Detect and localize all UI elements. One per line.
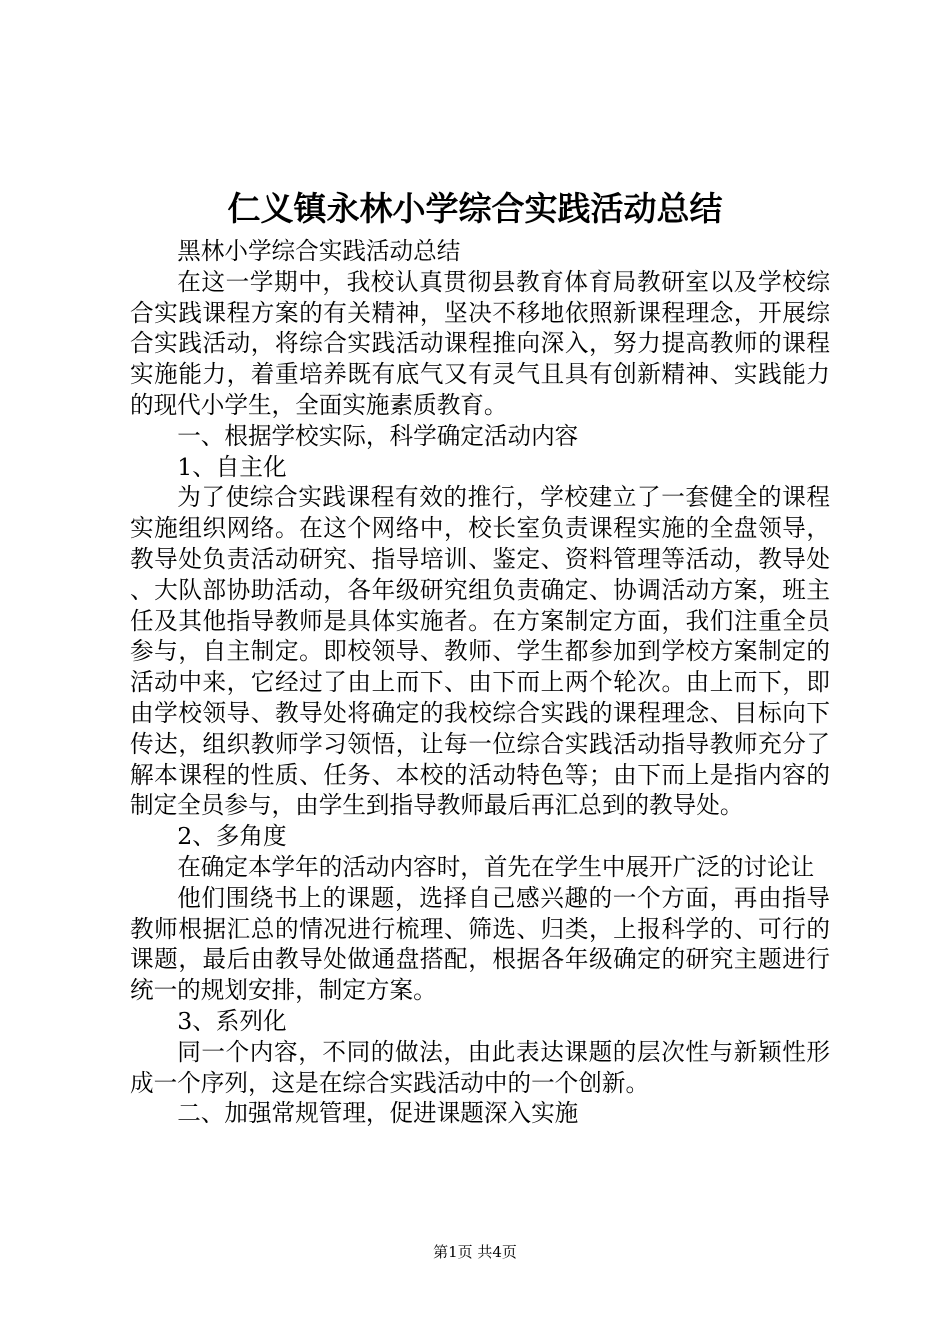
body-paragraph: 在确定本学年的活动内容时，首先在学生中展开广泛的讨论让	[177, 852, 815, 881]
subheading-serialization: 3、系列化	[177, 1006, 287, 1035]
subheading-multi-angle: 2、多角度	[177, 822, 287, 851]
body-paragraph: 同一个内容，不同的做法，由此表达课题的层次性与新颖性形成一个序列，这是在综合实践活动中的一个创新。	[130, 1037, 830, 1097]
document-title: 仁义镇永林小学综合实践活动总结	[227, 189, 723, 228]
subheading-autonomy: 1、自主化	[177, 452, 287, 481]
intro-paragraph: 在这一学期中，我校认真贯彻县教育体育局教研室以及学校综合实践课程方案的有关精神，坚决不移地依照新课程理念，开展综合实践活动，将综合实践活动课程推向深入，努力提高教师的课程实施能力，着重培养既有底气又有灵气且具有创新精神、实践能力的现代小学生，全面实施素质教育。	[130, 267, 830, 419]
document-body	[130, 236, 830, 1129]
subtitle-paragraph: 黑林小学综合实践活动总结	[177, 237, 461, 265]
page-number-footer: 第1页 共4页	[433, 1243, 517, 1261]
body-paragraph: 为了使综合实践课程有效的推行，学校建立了一套健全的课程实施组织网络。在这个网络中，校长室负责课程实施的全盘领导，教导处负责活动研究、指导培训、鉴定、资料管理等活动，教导处、大队部协助活动，各年级研究组负责确定、协调活动方案，班主任及其他指导教师是具体实施者。在方案制定方面，我们注重全员参与，自主制定。即校领导、教师、学生都参加到学校方案制定的活动中来，它经过了由上而下、由下而上两个轮次。由上而下，即由学校领导、教导处将确定的我校综合实践的课程理念、目标向下传达，组织教师学习领悟，让每一位综合实践活动指导教师充分了解本课程的性质、任务、本校的活动特色等；由下而上是指内容的制定全员参与，由学生到指导教师最后再汇总到的教导处。	[130, 483, 830, 820]
section-heading-1: 一、根据学校实际，科学确定活动内容	[177, 421, 579, 450]
body-paragraph: 他们围绕书上的课题，选择自己感兴趣的一个方面，再由指导教师根据汇总的情况进行梳理、筛选、归类，上报科学的、可行的课题，最后由教导处做通盘搭配，根据各年级确定的研究主题进行统一的规划安排，制定方案。	[130, 883, 830, 1005]
section-heading-2: 二、加强常规管理，促进课题深入实施	[177, 1099, 579, 1128]
